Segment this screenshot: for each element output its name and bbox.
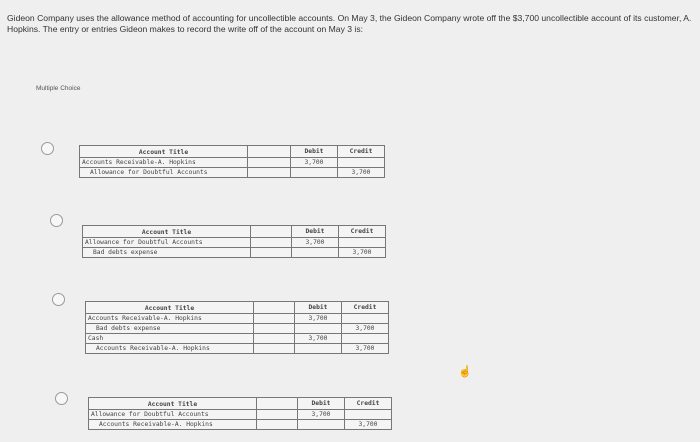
- table-row: [86, 334, 389, 344]
- account-cell: Allowance for Doubtful Accounts: [80, 168, 248, 178]
- question-type-label: Multiple Choice: [36, 85, 81, 92]
- option-d-table: [88, 397, 392, 430]
- debit-cell: [295, 324, 342, 334]
- account-title-header: Account Title: [83, 226, 251, 238]
- account-cell: Allowance for Doubtful Accounts: [83, 238, 251, 248]
- credit-cell: 3,700: [338, 168, 385, 178]
- table-row: [89, 420, 392, 430]
- account-cell: Cash: [86, 334, 254, 344]
- account-cell: Accounts Receivable-A. Hopkins: [86, 314, 254, 324]
- credit-cell: [345, 410, 392, 420]
- credit-cell: [342, 334, 389, 344]
- credit-header: Credit: [342, 302, 389, 314]
- credit-cell: [339, 238, 386, 248]
- debit-header: Debit: [295, 302, 342, 314]
- table-row: [80, 158, 385, 168]
- credit-header: Credit: [339, 226, 386, 238]
- debit-header: Debit: [298, 398, 345, 410]
- debit-cell: 3,700: [295, 314, 342, 324]
- table-row: [86, 324, 389, 334]
- credit-header: Credit: [338, 146, 385, 158]
- account-cell: Accounts Receivable-A. Hopkins: [80, 158, 248, 168]
- credit-cell: 3,700: [342, 344, 389, 354]
- account-cell: Bad debts expense: [83, 248, 251, 258]
- debit-cell: [292, 248, 339, 258]
- credit-cell: 3,700: [339, 248, 386, 258]
- credit-header: Credit: [345, 398, 392, 410]
- account-cell: Allowance for Doubtful Accounts: [89, 410, 257, 420]
- option-b-table: [82, 225, 386, 258]
- table-row: [86, 314, 389, 324]
- debit-cell: 3,700: [295, 334, 342, 344]
- debit-cell: [298, 420, 345, 430]
- debit-header: Debit: [291, 146, 338, 158]
- option-a-table: [79, 145, 385, 178]
- table-row: [80, 168, 385, 178]
- account-title-header: Account Title: [86, 302, 254, 314]
- account-title-header: Account Title: [80, 146, 248, 158]
- debit-cell: 3,700: [291, 158, 338, 168]
- table-row: [86, 344, 389, 354]
- debit-cell: [291, 168, 338, 178]
- table-row: [83, 248, 386, 258]
- option-d-radio[interactable]: [55, 392, 68, 405]
- question-text: Gideon Company uses the allowance method of accounting for uncollectible accounts. On May 3, the Gideon Company wrote off the $3,700 uncollectible account of its customer, A. Hopkins. The entry or entries Gideon makes to record the write off of the account on May 3 is:: [7, 13, 692, 34]
- option-b-radio[interactable]: [50, 214, 63, 227]
- debit-header: Debit: [292, 226, 339, 238]
- account-cell: Bad debts expense: [86, 324, 254, 334]
- table-row: [83, 238, 386, 248]
- table-row: [89, 410, 392, 420]
- account-cell: Accounts Receivable-A. Hopkins: [89, 420, 257, 430]
- hand-cursor-icon: ☝: [458, 366, 472, 378]
- credit-cell: 3,700: [342, 324, 389, 334]
- option-a-radio[interactable]: [41, 142, 54, 155]
- option-c-radio[interactable]: [52, 293, 65, 306]
- debit-cell: [295, 344, 342, 354]
- option-c-table: [85, 301, 389, 354]
- credit-cell: [342, 314, 389, 324]
- debit-cell: 3,700: [298, 410, 345, 420]
- debit-cell: 3,700: [292, 238, 339, 248]
- account-title-header: Account Title: [89, 398, 257, 410]
- credit-cell: [338, 158, 385, 168]
- account-cell: Accounts Receivable-A. Hopkins: [86, 344, 254, 354]
- credit-cell: 3,700: [345, 420, 392, 430]
